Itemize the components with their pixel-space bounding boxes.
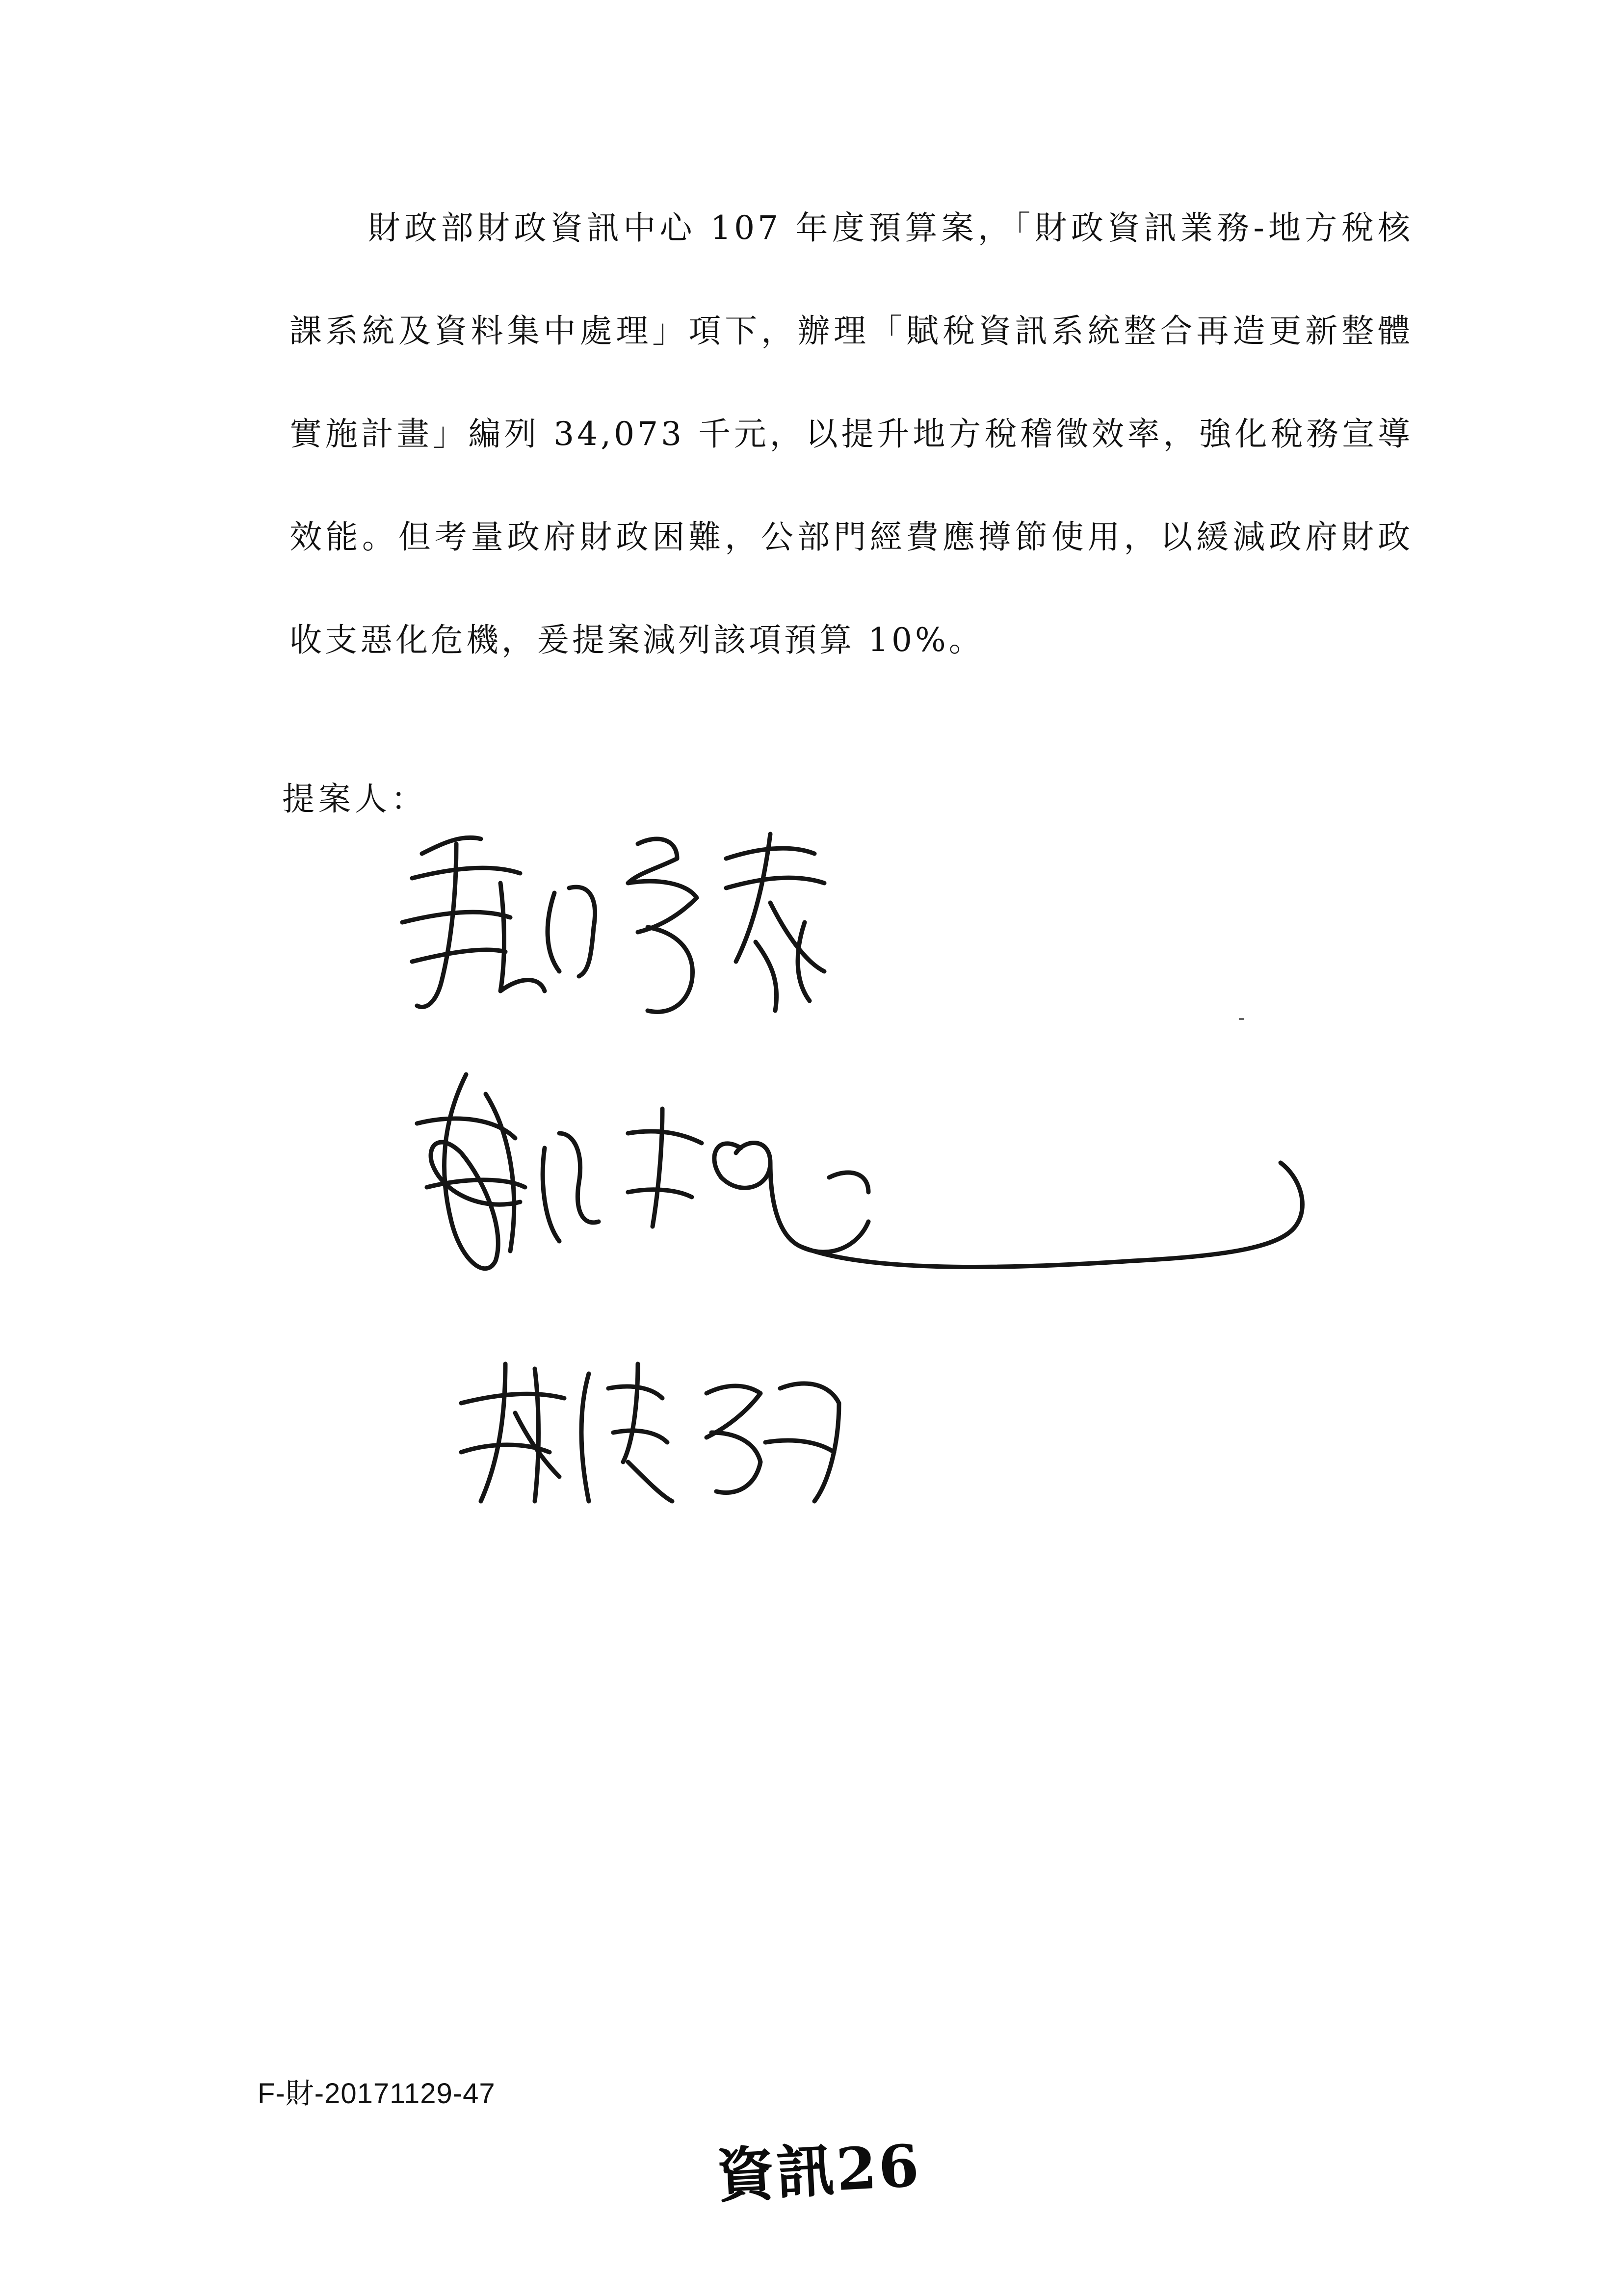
proposal-body-text: 財政部財政資訊中心 107 年度預算案，「財政資訊業務-地方稅核課系統及資料集中處理」項下，辦理「賦稅資訊系統整合再造更新整體實施計畫」編列 34,073 千元，以提升地方稅稽徵效率，強化稅務宣導效能。但考量政府財政困難，公部門經費應撙節使用，以緩減政府財政收支惡化危機，爰提案減列該項預算 10%。 bbox=[289, 209, 1413, 659]
signature-1 bbox=[383, 814, 922, 1025]
document-code: F-財-20171129-47 bbox=[258, 2078, 496, 2110]
handwritten-footer-mark: 資訊26 bbox=[715, 2131, 923, 2210]
proposer-label: 提案人： bbox=[282, 780, 427, 818]
scan-speck bbox=[1239, 1018, 1244, 1020]
signature-3 bbox=[442, 1334, 883, 1531]
signature-2 bbox=[397, 1065, 1330, 1290]
